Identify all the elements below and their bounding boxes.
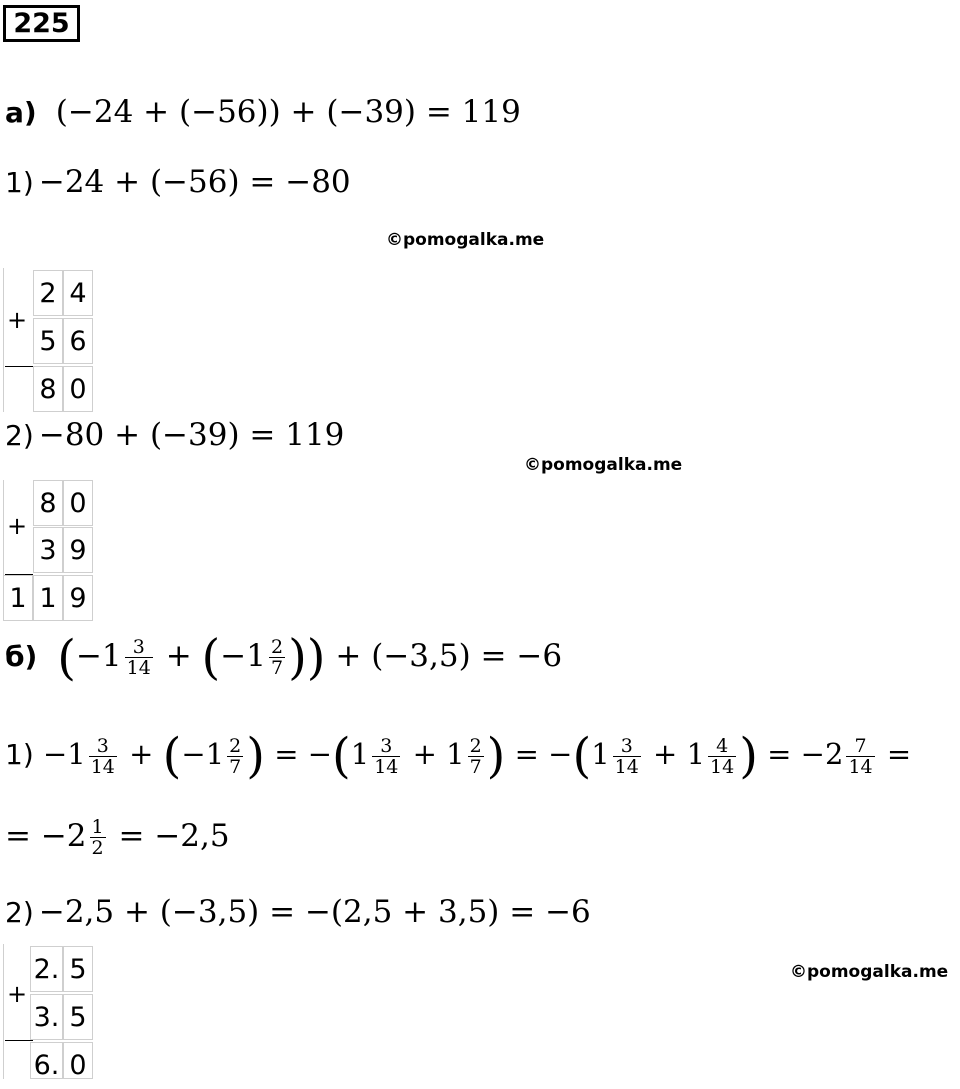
denominator: 14 (374, 755, 399, 778)
term: −1 (42, 737, 86, 771)
denominator: 14 (126, 657, 151, 679)
numerator: 3 (380, 734, 393, 757)
denominator: 7 (270, 657, 284, 679)
fraction (90, 817, 106, 858)
term: −1 (181, 737, 225, 771)
denominator: 14 (710, 755, 735, 778)
paren-close: ) (739, 728, 758, 784)
result-cell: 8 (33, 366, 63, 412)
result-cell: 9 (63, 575, 93, 621)
digit-cell: 2 (33, 270, 63, 316)
fraction (613, 736, 641, 777)
step-expression: −80 + (−39) = 119 (38, 417, 345, 453)
fraction (89, 736, 117, 777)
fraction (708, 736, 736, 777)
numerator: 2 (270, 636, 284, 658)
step-expression: −2,5 + (−3,5) = −(2,5 + 3,5) = −6 (38, 894, 591, 930)
grid-line (3, 944, 4, 1079)
numerator: 3 (620, 734, 633, 757)
paren-close: ) (246, 728, 265, 784)
tail: + (−3,5) = −6 (335, 638, 563, 674)
fraction (372, 736, 400, 777)
denominator: 14 (90, 755, 115, 778)
digit-cell: 0 (63, 480, 93, 526)
denominator: 7 (229, 755, 242, 778)
denominator: 7 (469, 755, 482, 778)
step-label: 1) (5, 166, 34, 199)
denominator: 2 (91, 837, 104, 859)
digit-cell: 3. (30, 994, 63, 1040)
numerator: 1 (91, 816, 104, 838)
digit-cell: 9 (63, 527, 93, 573)
paren-open: ( (162, 728, 182, 784)
part-a-step1 (5, 162, 351, 202)
numerator: 3 (96, 734, 109, 757)
result-cell: 0 (63, 1042, 93, 1079)
fraction (125, 637, 153, 678)
paren-open: ( (57, 629, 76, 686)
numerator: 2 (229, 734, 242, 757)
problem-number: 225 (3, 5, 80, 42)
grid-line (3, 268, 4, 412)
part-a-expression: (−24 + (−56)) + (−39) = 119 (55, 94, 521, 130)
digit-cell: 6 (63, 318, 93, 364)
plus-sign: + (7, 980, 28, 1008)
part-a-label: а) (5, 96, 37, 129)
step-label: 2) (5, 896, 34, 929)
part-a-step2 (5, 415, 344, 455)
numerator: 4 (716, 734, 729, 757)
operator: = − (274, 737, 333, 771)
plus-sign: + (7, 306, 28, 334)
term: = −2 (767, 737, 844, 771)
term: −1 (220, 638, 266, 674)
term: 1 (591, 737, 610, 771)
digit-cell: 8 (33, 480, 63, 526)
result-cell: 1 (33, 575, 63, 621)
operator: + (165, 638, 192, 674)
digit-cell: 2. (30, 946, 63, 992)
result-cell: 1 (3, 575, 33, 621)
digit-cell: 3 (33, 527, 63, 573)
grid-line (3, 480, 4, 576)
paren-close: )) (288, 629, 326, 686)
denominator: 14 (848, 755, 873, 778)
term: 1 (350, 737, 370, 771)
part-b-step1-continued (5, 816, 230, 858)
result-cell: 6. (30, 1042, 63, 1079)
denominator: 14 (614, 755, 639, 778)
step-label: 2) (5, 419, 34, 452)
fraction (846, 736, 874, 777)
paren-open: ( (572, 728, 592, 784)
watermark: ©pomogalka.me (790, 962, 949, 982)
digit-cell: 5 (63, 946, 93, 992)
term: −1 (75, 638, 122, 674)
result-cell: 0 (63, 366, 93, 412)
term: = −2 (5, 818, 87, 854)
fraction (227, 736, 243, 777)
step-expression: −24 + (−56) = −80 (38, 164, 351, 200)
term: + 1 (412, 737, 465, 771)
paren-close: ) (486, 728, 506, 784)
numerator: 7 (854, 734, 867, 757)
numerator: 3 (132, 636, 145, 658)
paren-open: ( (332, 728, 351, 784)
operator: + (129, 737, 154, 771)
plus-sign: + (7, 512, 28, 540)
sum-line (5, 1040, 33, 1041)
numerator: 2 (469, 734, 482, 757)
digit-cell: 5 (33, 318, 63, 364)
term: + 1 (653, 737, 706, 771)
part-b-step2 (5, 892, 591, 932)
digit-cell: 4 (63, 270, 93, 316)
term: = −2,5 (118, 818, 230, 854)
operator: = − (514, 737, 573, 771)
paren-open: ( (201, 629, 221, 686)
sum-line (5, 366, 33, 367)
part-b-label: б) (5, 640, 38, 673)
watermark: ©pomogalka.me (524, 455, 683, 475)
watermark: ©pomogalka.me (386, 230, 545, 250)
fraction (468, 736, 484, 777)
part-b-step1 (5, 728, 912, 784)
digit-cell: 5 (63, 994, 93, 1040)
part-a-equation (5, 92, 521, 132)
fraction (269, 637, 285, 678)
part-b-equation (5, 629, 563, 686)
operator: = (886, 737, 912, 771)
step-label: 1) (5, 738, 34, 771)
